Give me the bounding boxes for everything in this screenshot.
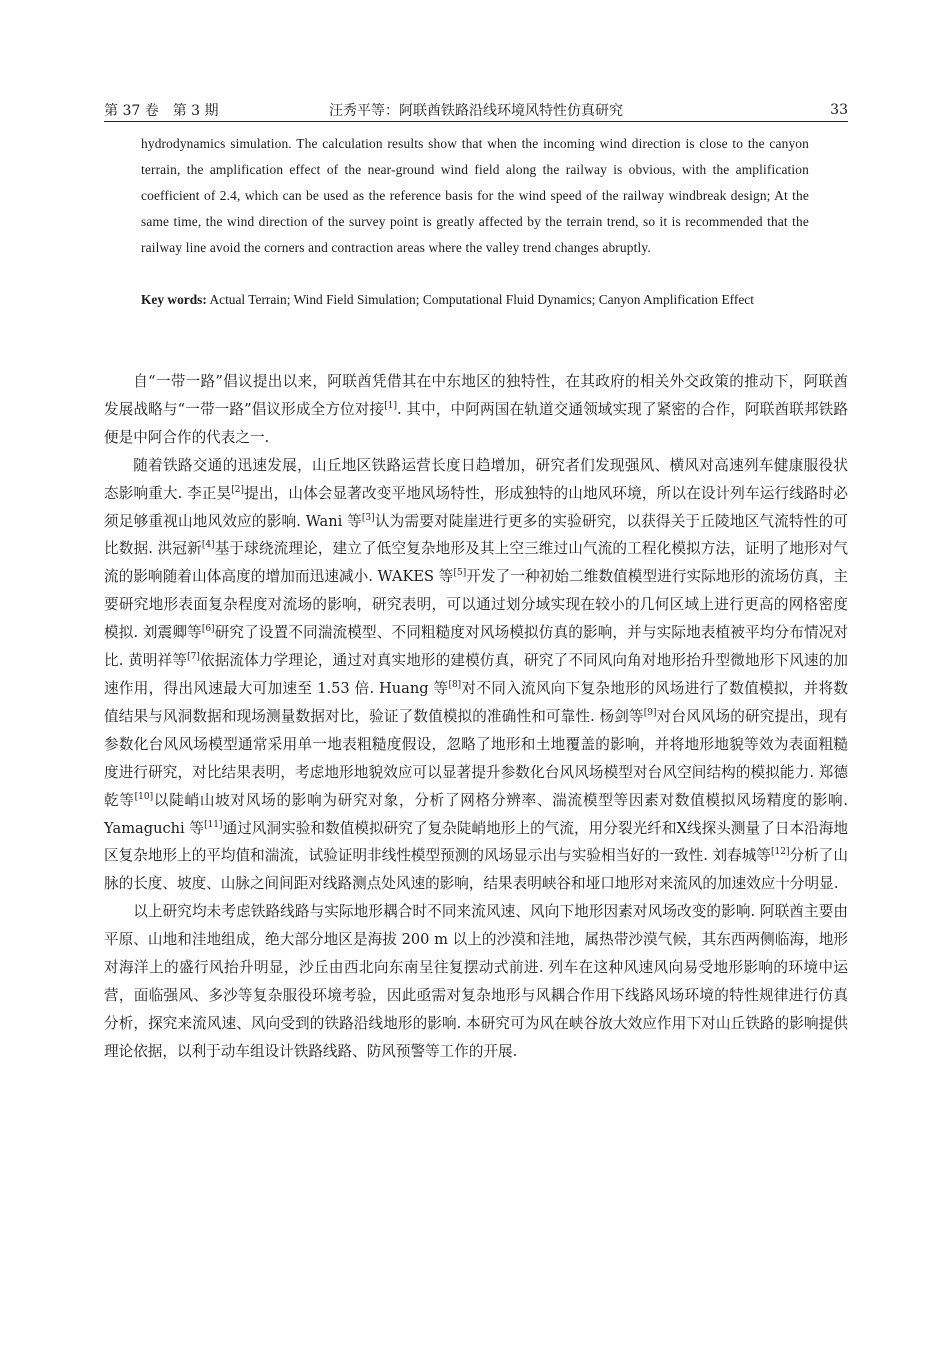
paragraph-text: 通过风洞实验和数值模拟研究了复杂陡峭地形上的气流，用分裂光纤和X线探头测量了日本沿海地区复杂地形上的平均值和湍流，试验证明非线性模型预测的风场显示出与实验相当好的一致性. 刘春城等 — [104, 819, 848, 865]
paragraph-text: 基于球绕流理论，建立了低空复杂地形及其上空三维过山气流的工程化模拟方法，证明了地形对气流的影响随着山体高度的增加而迅速减小. WAKES 等 — [104, 540, 848, 586]
citation-ref: [7] — [187, 652, 200, 663]
english-abstract: hydrodynamics simulation. The calculation results show that when the incoming wind direction is close to the canyon terrain, the amplification effect of the near-ground wind field along the railway is obvious, with the amplification coefficient of 2.4, which can be used as the reference basis for the wind speed of the railway windbreak design; At the same time, the wind direction of the survey point is greatly affected by the terrain trend, so it is recommended that the railway line avoid the corners and contraction areas where the valley trend changes abruptly. — [141, 136, 809, 255]
paragraph-2 — [104, 452, 848, 899]
running-title: 汪秀平等：阿联酋铁路沿线环境风特性仿真研究 — [329, 103, 623, 119]
paragraph-text: 提出，山体会显著改变平地风场特性，形成独特的山地风环境，所以在设计列车运行线路时必须足够重视山地风效应的影响. Wani 等 — [104, 484, 848, 530]
paragraph-1 — [104, 368, 848, 452]
header-rule — [104, 121, 848, 122]
citation-ref: [8] — [448, 679, 462, 690]
citation-ref: [1] — [384, 400, 397, 411]
paragraph-text: . 其中，中阿两国在轨道交通领域实现了紧密的合作，阿联酋联邦铁路便是中阿合作的代表之一. — [104, 400, 848, 446]
paragraph-3 — [104, 898, 848, 1065]
body-text — [104, 368, 848, 1066]
paragraph-text: 随着铁路交通的迅速发展，山丘地区铁路运营长度日趋增加，研究者们发现强风、横风对高速列车健康服役状态影响重大. 李正昊 — [104, 456, 848, 502]
paragraph-text: 自“一带一路”倡议提出以来，阿联酋凭借其在中东地区的独特性，在其政府的相关外交政策的推动下，阿联酋发展战略与“一带一路”倡议形成全方位对接 — [104, 373, 848, 418]
citation-ref: [9] — [643, 707, 657, 718]
keywords-text: Actual Terrain; Wind Field Simulation; Computational Fluid Dynamics; Canyon Amplification Effect — [206, 292, 754, 307]
paragraph-text: 认为需要对陡崖进行更多的实验研究，以获得关于丘陵地区气流特性的可比数据. 洪冠新 — [104, 512, 848, 558]
paragraph-text: 对不同入流风向下复杂地形的风场进行了数值模拟，并将数值结果与风洞数据和现场测量数据对比，验证了数值模拟的准确性和可靠性. 杨剑等 — [104, 679, 848, 725]
citation-ref: [6] — [201, 624, 215, 635]
paragraph-text: 对台风风场的研究提出，现有参数化台风风场模型通常采用单一地表粗糙度假设，忽略了地形和土地覆盖的影响，并将地形地貌等效为表面粗糙度进行研究，对比结果表明，考虑地形地貌效应可以显著提升参数化台风风场模型对台风空间结构的模拟能力. 郑德乾等 — [104, 707, 848, 809]
citation-ref: [4] — [201, 540, 215, 551]
citation-ref: [2] — [231, 484, 245, 495]
running-header — [104, 94, 848, 124]
paragraph-text: 研究了设置不同湍流模型、不同粗糙度对风场模拟仿真的影响，并与实际地表植被平均分布情况对比. 黄明祥等 — [104, 624, 848, 670]
paragraph-text: 依据流体力学理论，通过对真实地形的建模仿真，研究了不同风向角对地形抬升型微地形下风速的加速作用，得出风速最大可加速至 1.53 倍. Huang 等 — [104, 652, 848, 697]
keywords-label: Key words: — [141, 292, 207, 307]
page-number: 33 — [830, 102, 848, 118]
paragraph-text: 开发了一种初始二维数值模型进行实际地形的流场仿真，主要研究地形表面复杂程度对流场的影响，研究表明，可以通过划分域实现在较小的几何区域上进行更高的网格密度模拟. 刘震卿等 — [104, 568, 848, 642]
citation-ref: [5] — [453, 568, 467, 579]
paragraph-text: 以上研究均未考虑铁路线路与实际地形耦合时不同来流风速、风向下地形因素对风场改变的影响. 阿联酋主要由平原、山地和洼地组成，绝大部分地区是海拔 200 m 以上的沙漠和洼地，属热带沙漠气候，其东西两侧临海，地形对海洋上的盛行风抬升明显，沙丘由西北向东南呈往复摆动式前进. 列车在这种风速风向易受地形影响的环境中运营，面临强风、多沙等复杂服役环境考验，因此亟需对复杂地形与风耦合作用下线路风场环境的特性规律进行仿真分析，探究来流风速、风向受到的铁路沿线地形的影响. 本研究可为风在峡谷放大效应作用下对山丘铁路的影响提供理论依据，以利于动车组设计铁路线路、防风预警等工作的开展. — [104, 903, 848, 1060]
citation-ref: [12] — [771, 847, 790, 858]
paragraph-text: 分析了山脉的长度、坡度、山脉之间间距对线路测点处风速的影响，结果表明峡谷和垭口地形对来流风的加速效应十分明显. — [104, 847, 848, 893]
paragraph-text: 以陡峭山坡对风场的影响为研究对象，分析了网格分辨率、湍流模型等因素对数值模拟风场精度的影响. Yamaguchi 等 — [104, 791, 848, 837]
citation-ref: [3] — [361, 512, 375, 523]
citation-ref: [11] — [204, 819, 223, 830]
keywords — [141, 287, 809, 313]
volume-issue: 第 37 卷 第 3 期 — [104, 103, 219, 119]
citation-ref: [10] — [134, 791, 154, 802]
